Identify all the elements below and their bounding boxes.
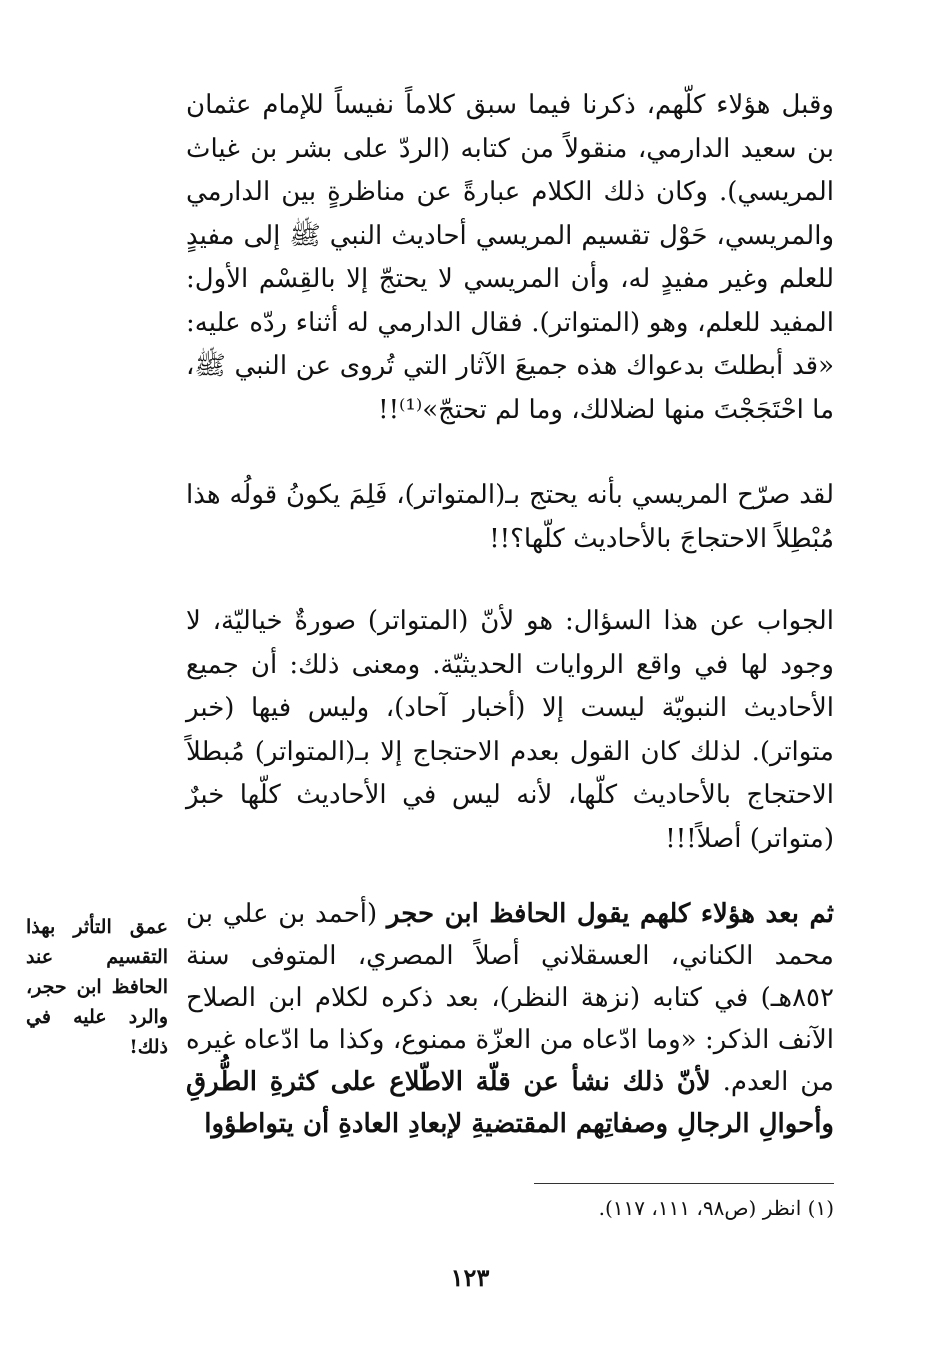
paragraph-body-text: (أحمد بن علي بن محمد الكناني، العسقلاني أصلاً المصري، المتوفى سنة ٨٥٢هـ) في كتابه (نزهة النظر)، بعد ذكره لكلام ابن الصلاح الآنف الذكر: «وما ادّعاه من العزّة ممنوع، وكذا ما ادّعاه غيره من العدم. [186, 899, 834, 1097]
bold-tail-text: لأنّ ذلك نشأ عن قلّة الاطّلاع على كثرةِ الطُّرقِ وأحوالِ الرجالِ وصفاتِهم المقتضيةِ لإبعادِ العادةِ أن يتواطؤوا [186, 1067, 834, 1139]
paragraph-text: الجواب عن هذا السؤال: هو لأنّ (المتواتر) صورةٌ خياليّة، لا وجود لها في واقع الروايات الحديثيّة. ومعنى ذلك: أن جميع الأحاديث النبويّة ليست إلا (أخبار آحاد)، وليس فيها (خبر متواتر). لذلك كان القول بعدم الاحتجاج إلا بـ(المتواتر) مُبطلاً الاحتجاج بالأحاديث كلّها، لأنه ليس في الأحاديث كلّها خبرٌ (متواتر) أصلاً!!! [186, 606, 834, 854]
footnote [186, 1193, 834, 1223]
footnote-text: (١) انظر (ص٩٨، ١١١، ١١٧). [598, 1196, 834, 1220]
paragraph-answer [186, 600, 834, 861]
footnote-divider [534, 1183, 834, 1184]
paragraph-marisi-question [186, 474, 834, 561]
paragraph-text: وقبل هؤلاء كلّهم، ذكرنا فيما سبق كلاماً نفيساً للإمام عثمان بن سعيد الدارمي، منقولاً من كتابه (الردّ على بشر بن غياث المريسي). وكان ذلك الكلام عبارةً عن مناظرةٍ بين الدارمي والمريسي، حَوْل تقسيم المريسي أحاديث النبي ﷺ إلى مفيدٍ للعلم وغير مفيدٍ له، وأن المريسي لا يحتجّ إلا بالقِسْم الأول: المفيد للعلم، وهو (المتواتر). فقال الدارمي له أثناء ردّه عليه: «قد أبطلتَ بدعواك هذه جميعَ الآثار التي تُروى عن النبي ﷺ، ما احْتَجَجْتَ منها لضلالك، وما لم تحتجّ»⁽¹⁾!! [186, 90, 834, 425]
margin-note-text: عمق التأثر بهذا التقسيم عند الحافظ ابن حجر، والرد عليه في ذلك! [26, 916, 168, 1058]
bold-lead-text: ثم بعد هؤلاء كلهم يقول الحافظ ابن حجر [386, 899, 835, 929]
paragraph-darimi-quote [186, 84, 834, 432]
page-number: ١٢٣ [450, 1263, 490, 1292]
margin-note [26, 912, 168, 1062]
paragraph-text [186, 893, 834, 1145]
paragraph-ibn-hajar [186, 893, 834, 1145]
paragraph-text: لقد صرّح المريسي بأنه يحتج بـ(المتواتر)، فَلِمَ يكونُ قولُه هذا مُبْطِلاً الاحتجاجَ بالأحاديث كلّها؟!! [186, 480, 834, 554]
